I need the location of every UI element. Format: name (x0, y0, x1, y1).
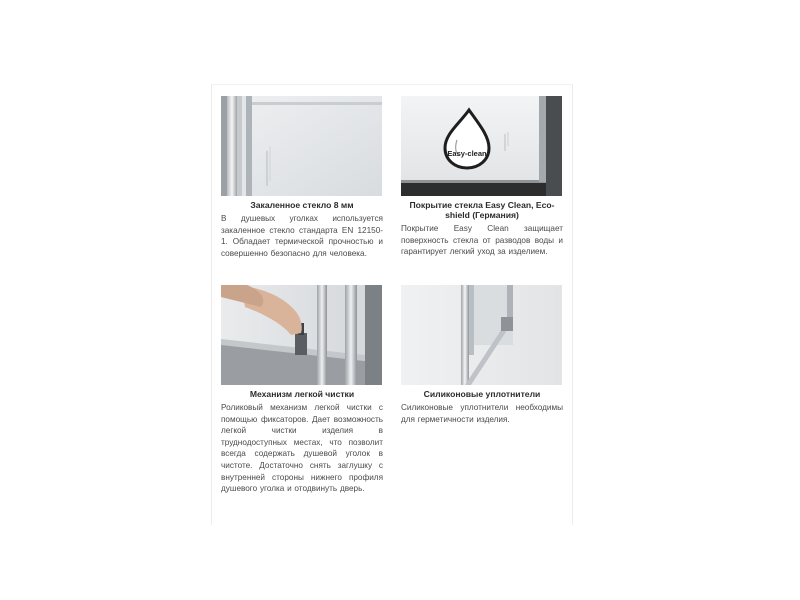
feature-card-silicone-seals (401, 285, 563, 425)
easy-clean-logo-text: Easy-clean (447, 149, 487, 158)
cleaning-mechanism-photo (221, 285, 382, 385)
easy-clean-illustration (401, 96, 562, 196)
easy-clean-photo (401, 96, 562, 196)
silicone-seals-photo (401, 285, 562, 385)
feature-description: В душевых уголках используется закаленное стекло стандарта EN 12150-1. Обладает термической прочностью и совершенно безопасно для человека. (221, 214, 383, 258)
feature-title: Закаленное стекло 8 мм (250, 200, 354, 210)
tempered-glass-photo (221, 96, 382, 196)
feature-title: Механизм легкой чистки (249, 389, 355, 399)
feature-title: Силиконовые уплотнители (423, 389, 541, 399)
feature-description: Покрытие Easy Clean защищает поверхность стекла от разводов воды и гарантирует легкий уход за изделием. (401, 224, 563, 257)
feature-card-easy-clean (401, 96, 563, 258)
feature-sheet (211, 84, 573, 525)
cleaning-mechanism-illustration (221, 285, 382, 385)
feature-description: Силиконовые уплотнители необходимы для герметичности изделия. (401, 403, 563, 424)
feature-description: Роликовый механизм легкой чистки с помощью фиксаторов. Дает возможность легкой чистки изделия в труднодоступных местах, что позволит всегда содержать душевой уголок в чистоте. Достаточно снять заглушку с внутренней стороны нижнего профиля душевого уголка и отодвинуть дверь. (221, 403, 383, 494)
feature-card-cleaning-mechanism (221, 285, 383, 495)
tempered-glass-illustration (221, 96, 382, 196)
feature-title: Покрытие стекла Easy Clean, Eco-shield (Германия) (409, 200, 555, 220)
silicone-seals-illustration (401, 285, 562, 385)
feature-card-tempered-glass (221, 96, 383, 259)
